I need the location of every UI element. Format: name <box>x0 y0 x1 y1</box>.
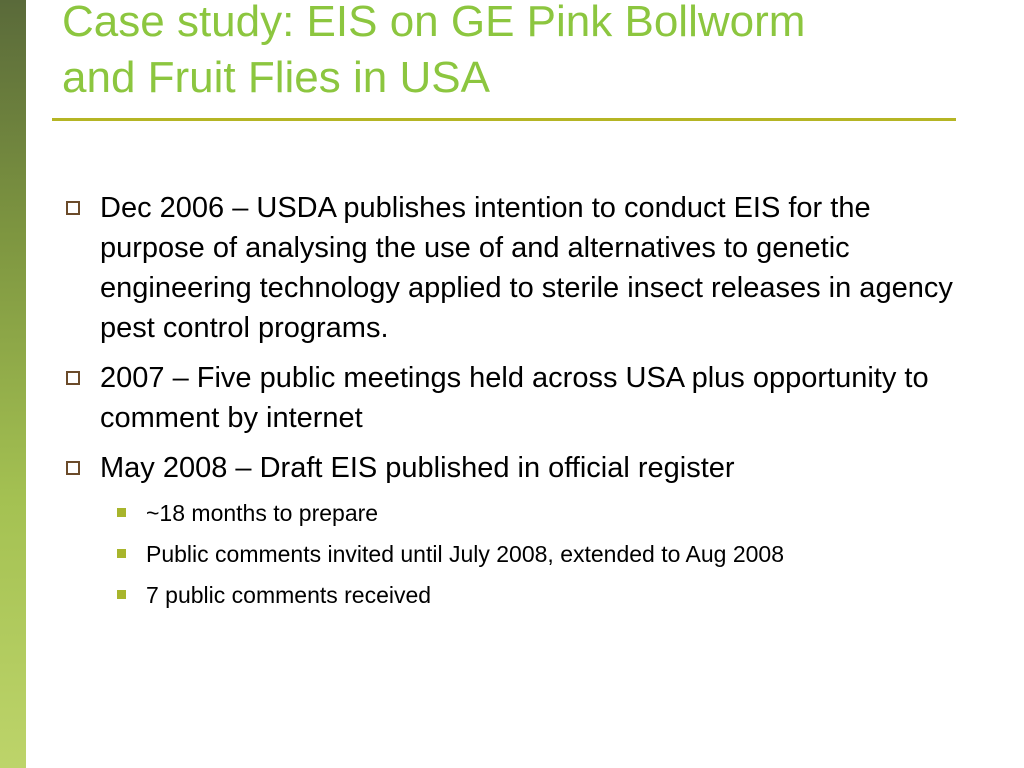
slide-content <box>62 188 962 621</box>
hollow-square-bullet-icon <box>66 371 80 385</box>
sub-bullet-text: Public comments invited until July 2008, extended to Aug 2008 <box>146 541 785 567</box>
bullet-item <box>62 448 962 488</box>
sub-bullet-text: ~18 months to prepare <box>146 500 379 526</box>
sub-bullet-list <box>62 498 962 610</box>
filled-square-bullet-icon <box>117 590 126 599</box>
slide-title <box>62 0 962 106</box>
bullet-item <box>62 358 962 438</box>
sub-bullet-text: 7 public comments received <box>146 582 432 608</box>
decorative-side-bar <box>0 0 26 768</box>
title-line-1: Case study: EIS on GE Pink Bollworm <box>62 0 806 46</box>
filled-square-bullet-icon <box>117 549 126 558</box>
hollow-square-bullet-icon <box>66 461 80 475</box>
bullet-text: Dec 2006 – USDA publishes intention to conduct EIS for the purpose of analysing the use of and alternatives to genetic engineering technology applied to sterile insect releases in agency pest control programs. <box>100 192 953 344</box>
sub-bullet-item <box>62 498 962 528</box>
sub-bullet-item <box>62 539 962 569</box>
hollow-square-bullet-icon <box>66 201 80 215</box>
bullet-text: May 2008 – Draft EIS published in official register <box>100 452 735 484</box>
sub-bullet-item <box>62 580 962 610</box>
title-line-2: and Fruit Flies in USA <box>62 53 490 102</box>
bullet-item <box>62 188 962 348</box>
title-divider <box>52 118 956 121</box>
bullet-text: 2007 – Five public meetings held across USA plus opportunity to comment by internet <box>100 362 929 434</box>
filled-square-bullet-icon <box>117 508 126 517</box>
